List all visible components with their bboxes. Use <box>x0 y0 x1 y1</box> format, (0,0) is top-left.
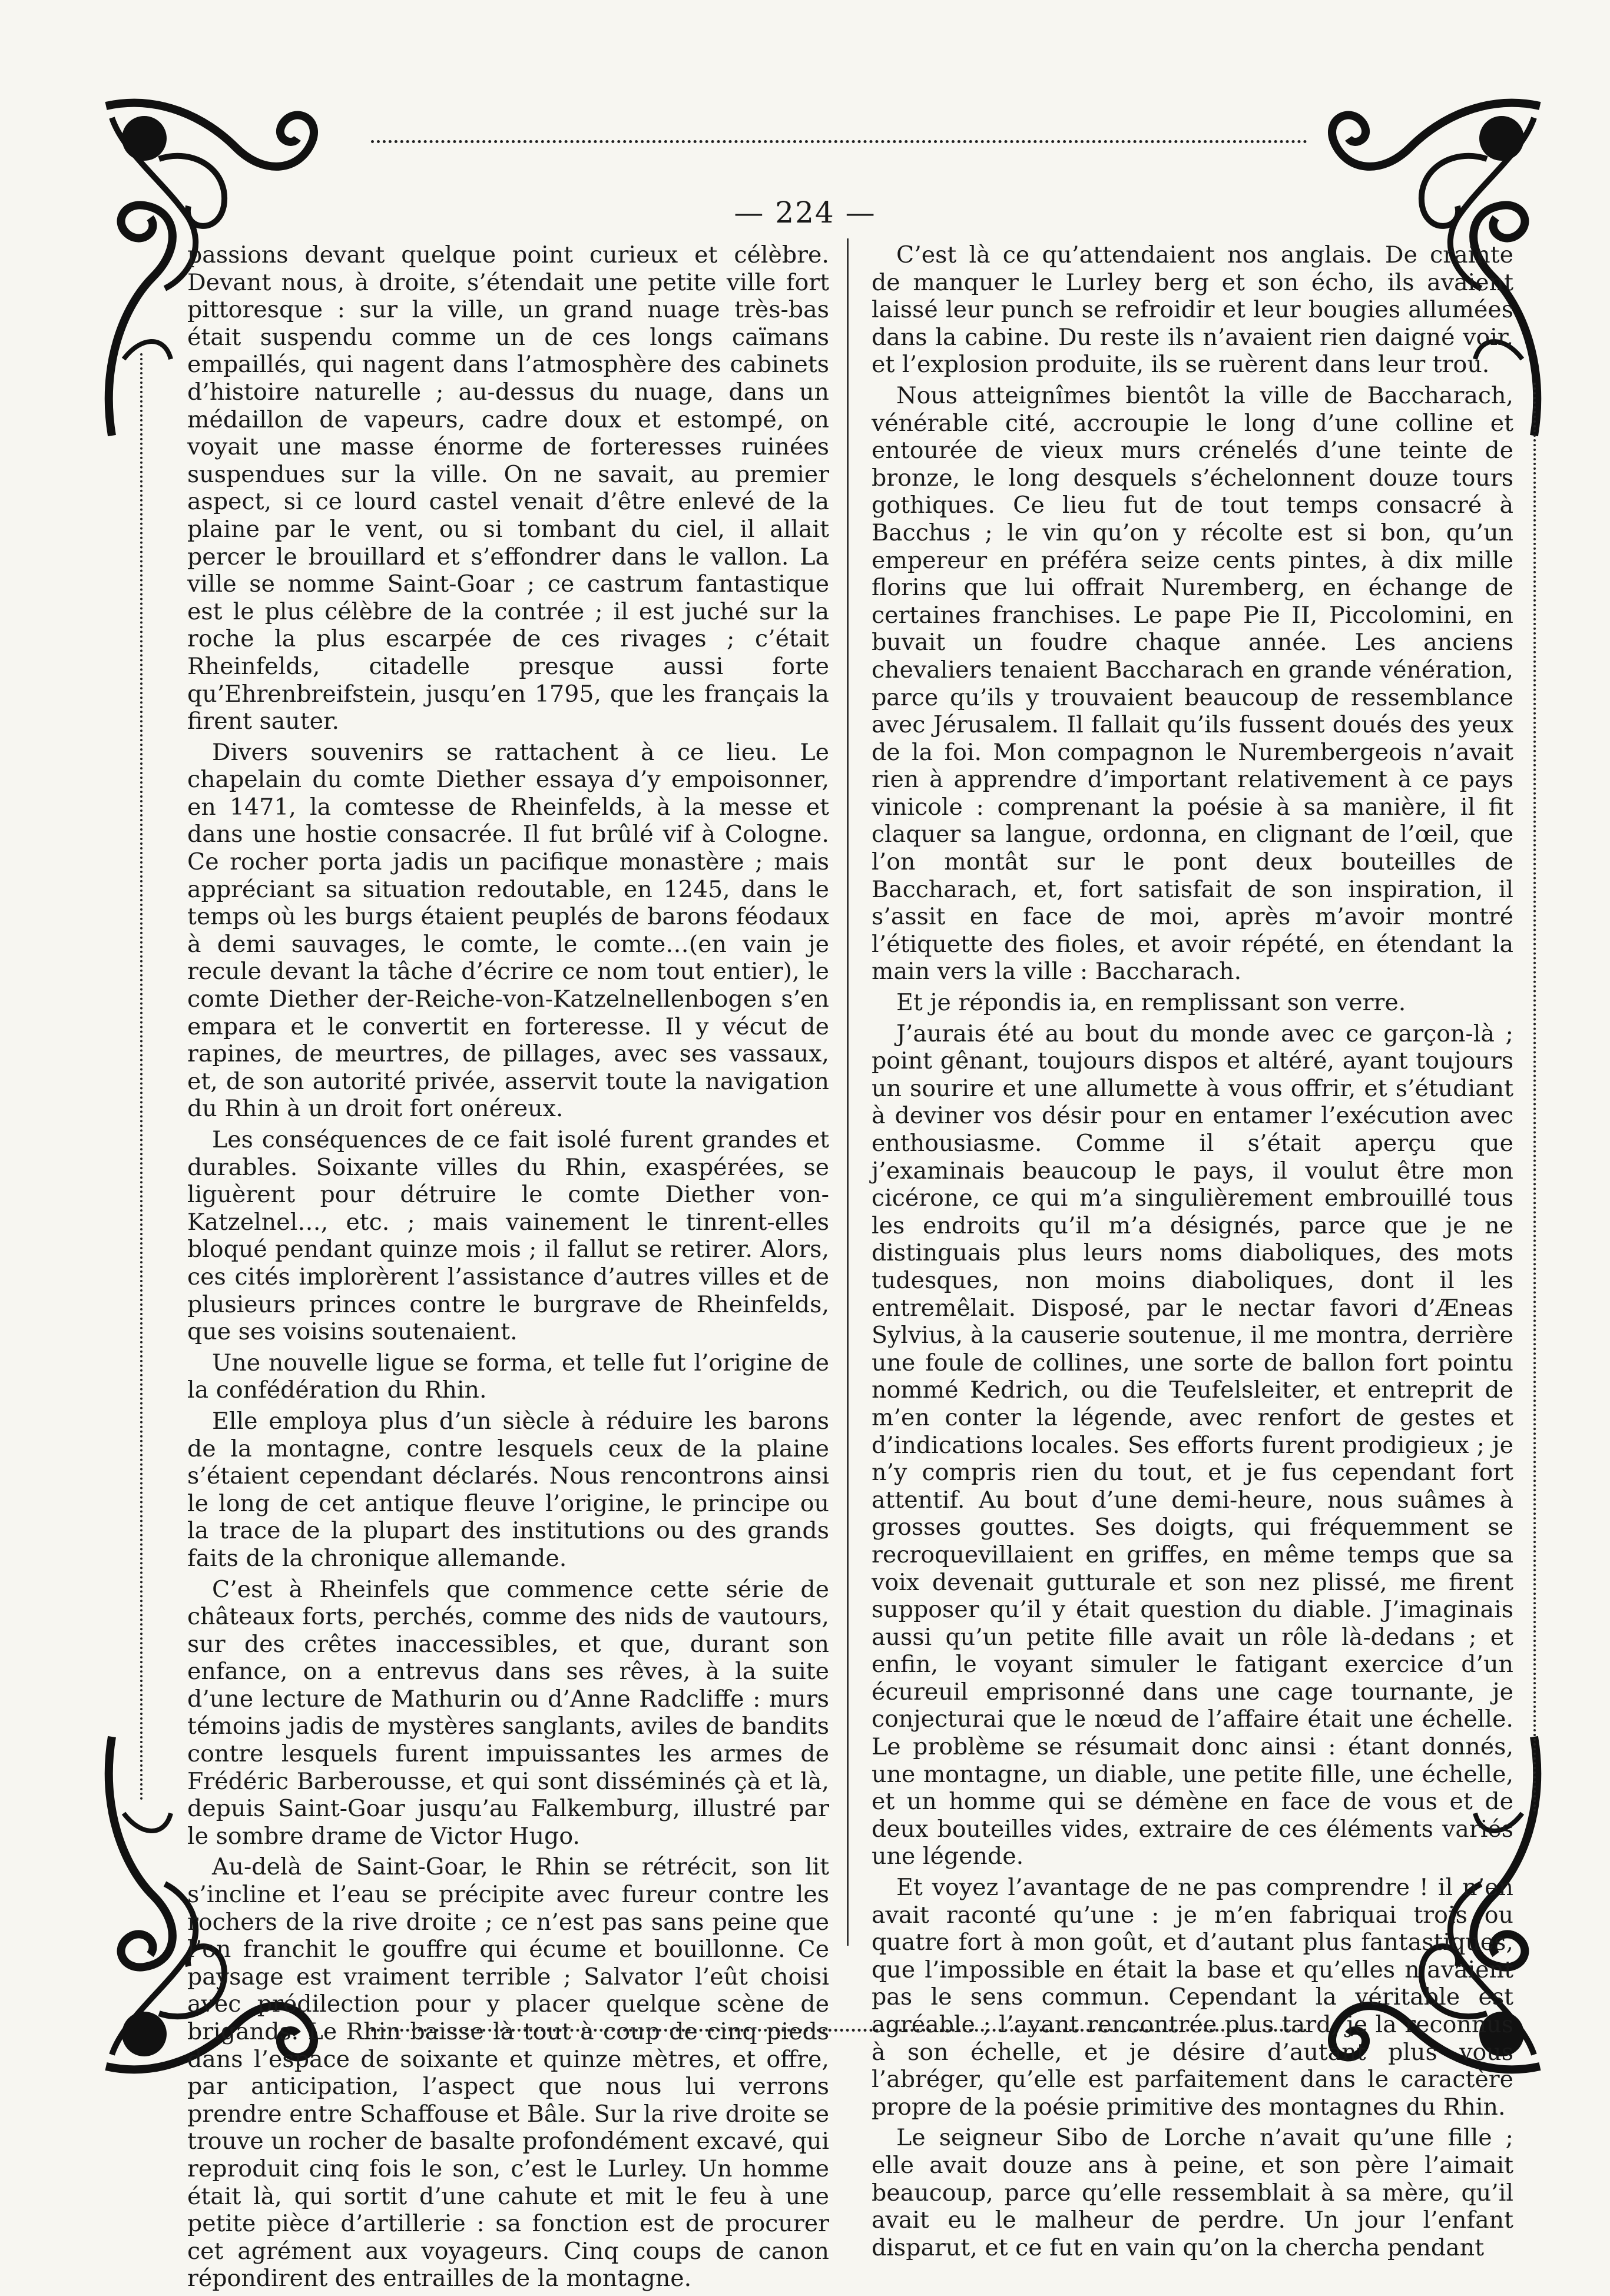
paragraph: Nous atteignîmes bientôt la ville de Baccharach, vénérable cité, accroupie le long d’une colline et entourée de vieux murs crénelés d’une teinte de bronze, le long desquels s’échelonnent douze tours gothiques. Ce lieu fut de tout temps consacré à Bacchus ; le vin qu’on y récolte est si bon, qu’un empereur en préféra seize cents pintes, à dix mille florins que lui offrait Nuremberg, en échange de certaines franchises. Le pape Pie II, Piccolomini, en buvait un foudre chaque année. Les anciens chevaliers tenaient Baccharach en grande vénération, parce qu’ils y trouvaient beaucoup de ressemblance avec Jérusalem. Il fallait qu’ils fussent doués des yeux de la foi. Mon compagnon le Nurembergeois n’avait rien à apprendre d’important relativement à ce pays vinicole : comprenant la poésie à sa manière, il fit claquer sa langue, ordonna, en clignant de l’œil, que l’on montât sur le pont deux bouteilles de Baccharach, et, fort satisfait de son inspiration, il s’assit en face de moi, après m’avoir montré l’étiquette des fioles, et avoir répété, en étendant la main vers la ville : Baccharach. <box>872 381 1513 986</box>
left-border-rule <box>140 353 143 1801</box>
right-column <box>872 241 1513 2265</box>
paragraph: Divers souvenirs se rattachent à ce lieu. Le chapelain du comte Diether essaya d’y empoisonner, en 1471, la comtesse de Rheinfelds, à la messe et dans une hostie consacrée. Il fut brûlé vif à Cologne. Ce rocher porta jadis un pacifique monastère ; mais appréciant sa situation redoutable, en 1245, dans le temps où les burgs étaient peuplés de barons féodaux à demi sauvages, le comte, le comte…(en vain je recule devant la tâche d’écrire ce nom tout entier), le comte Diether der-Reiche-von-Katzelnellenbogen s’en empara et le convertit en forteresse. Il y vécut de rapines, de meurtres, de pillages, avec ses vassaux, et, de son autorité privée, asservit toute la navigation du Rhin à un droit fort onéreux. <box>187 738 829 1123</box>
paragraph: Et voyez l’avantage de ne pas comprendre ! il n’en avait raconté qu’une : je m’en fabriquai trois ou quatre fort à mon goût, et d’autant plus fantastiques, que l’impossible en était la base et qu’elles n’avaient pas le sens commun. Cependant la véritable est agréable ; l’ayant rencontrée plus tard, je la reconnus à son échelle, et je désire d’autant plus vous l’abréger, qu’elle est parfaitement dans le caractère propre de la poésie primitive des montagnes du Rhin. <box>872 1874 1513 2121</box>
page-number: — 224 — <box>734 195 876 230</box>
right-border-rule <box>1533 383 1536 1813</box>
paragraph: Le seigneur Sibo de Lorche n’avait qu’une fille ; elle avait douze ans à peine, et son père l’aimait beaucoup, parce qu’elle ressemblait à sa mère, qu’il avait eu le malheur de perdre. Un jour l’enfant disparut, et ce fut en vain qu’on la chercha pendant <box>872 2124 1513 2261</box>
left-column <box>187 241 829 2296</box>
paragraph: J’aurais été au bout du monde avec ce garçon-là ; point gênant, toujours dispos et altéré, ayant toujours un sourire et une allumette à vous offrir, et s’étudiant à deviner vos désir pour en entamer l’exécution avec enthousiasme. Comme il s’était aperçu que j’examinais beaucoup le pays, il voulut être mon cicérone, ce qui m’a singulièrement embrouillé tous les endroits qu’il m’a désignés, parce que je ne distinguais plus leurs noms diaboliques, des mots tudesques, non moins diaboliques, dont il les entremêlait. Disposé, par le nectar favori d’Æneas Sylvius, à la causerie soutenue, il me montra, derrière une foule de collines, une sorte de ballon fort pointu nommé Kedrich, ou die Teufelsleiter, et entreprit de m’en conter la légende, avec renfort de gestes et d’indications locales. Ses efforts furent prodigieux ; je n’y compris rien du tout, et je fus cependant fort attentif. Au bout d’une demi-heure, nous suâmes à grosses gouttes. Ses doigts, qui fréquemment se recroquevillaient en griffes, en même temps que sa voix devenait gutturale et son nez plissé, me firent supposer qu’il y était question du diable. J’imaginais aussi qu’un petite fille avait un rôle là-dedans ; et enfin, le voyant simuler le fatigant exercice d’un écureuil emprisonné dans une cage tournante, je conjecturai que le nœud de l’affaire était une échelle. Le problème se résumait donc ainsi : étant donnés, une montagne, un diable, une petite fille, une échelle, et un homme qui se démène en face de vous et de deux bouteilles vides, extraire de ces éléments variés une légende. <box>872 1020 1513 1870</box>
column-divider <box>847 238 849 1946</box>
paragraph: passions devant quelque point curieux et célèbre. Devant nous, à droite, s’étendait une petite ville fort pittoresque : sur la ville, un grand nuage très-bas était suspendu comme un de ces longs caïmans empaillés, qui nagent dans l’atmosphère des cabinets d’histoire naturelle ; au-dessus du nuage, dans un médaillon de vapeurs, cadre doux et estompé, on voyait une masse énorme de forteresses ruinées suspendues sur la ville. On ne savait, au premier aspect, si ce lourd castel venait d’être enlevé de la plaine par le vent, ou si tombant du ciel, il allait percer le brouillard et s’effondrer dans le vallon. La ville se nomme Saint-Goar ; ce castrum fantastique est le plus célèbre de la contrée ; il est juché sur la roche la plus escarpée de ces rivages ; c’était Rheinfelds, citadelle presque aussi forte qu’Ehrenbreifstein, jusqu’en 1795, que les français la firent sauter. <box>187 241 829 735</box>
paragraph: C’est là ce qu’attendaient nos anglais. De crainte de manquer le Lurley berg et son écho, ils avaient laissé leur punch se refroidir et leur bougies allumées dans la cabine. Du reste ils n’avaient rien daigné voir, et l’explosion produite, ils se ruèrent dans leur trou. <box>872 241 1513 379</box>
paragraph: C’est à Rheinfels que commence cette série de châteaux forts, perchés, comme des nids de vautours, sur des crêtes inaccessibles, et que, durant son enfance, on a entrevus dans ses rêves, à la suite d’une lecture de Mathurin ou d’Anne Radcliffe : murs témoins jadis de mystères sanglants, aviles de bandits contre lesquels furent impuissantes les armes de Frédéric Barberousse, et qui sont disséminés çà et là, depuis Saint-Goar jusqu’au Falkemburg, illustré par le sombre drame de Victor Hugo. <box>187 1575 829 1850</box>
top-border-rule <box>371 140 1307 143</box>
paragraph: Elle employa plus d’un siècle à réduire les barons de la montagne, contre lesquels ceux de la plaine s’étaient cependant déclarés. Nous rencontrons ainsi le long de cet antique fleuve l’origine, le principe ou la trace de la plupart des institutions ou des grands faits de la chronique allemande. <box>187 1407 829 1572</box>
paragraph: Au-delà de Saint-Goar, le Rhin se rétrécit, son lit s’incline et l’eau se précipite avec fureur contre les rochers de la rive droite ; ce n’est pas sans peine que l’on franchit le gouffre qui écume et bouillonne. Ce paysage est vraiment terrible ; Salvator l’eût choisi avec prédilection pour y placer quelque scène de brigands. Le Rhin baisse là tout à coup de cinq pieds dans l’espace de soixante et quinze mètres, et offre, par anticipation, l’aspect que nous lui verrons prendre entre Schaffouse et Bâle. Sur la rive droite se trouve un rocher de basalte profondément excavé, qui reproduit cinq fois le son, c’est le Lurley. Un homme était là, qui sortit d’une cahute et mit le feu à une petite pièce d’artillerie : sa fonction est de procurer cet agrément aux voyageurs. Cinq coups de canon répondirent des entrailles de la montagne. <box>187 1853 829 2292</box>
paragraph: Les conséquences de ce fait isolé furent grandes et durables. Soixante villes du Rhin, exaspérées, se liguèrent pour détruire le comte Diether von-Katzelnel…, etc. ; mais vainement le tinrent-elles bloqué pendant quinze mois ; il fallut se retirer. Alors, ces cités implorèrent l’assistance d’autres villes et de plusieurs princes contre le burgrave de Rheinfelds, que ses voisins soutenaient. <box>187 1126 829 1346</box>
paragraph: Une nouvelle ligue se forma, et telle fut l’origine de la confédération du Rhin. <box>187 1349 829 1404</box>
paragraph: Et je répondis ia, en remplissant son verre. <box>896 989 1406 1017</box>
